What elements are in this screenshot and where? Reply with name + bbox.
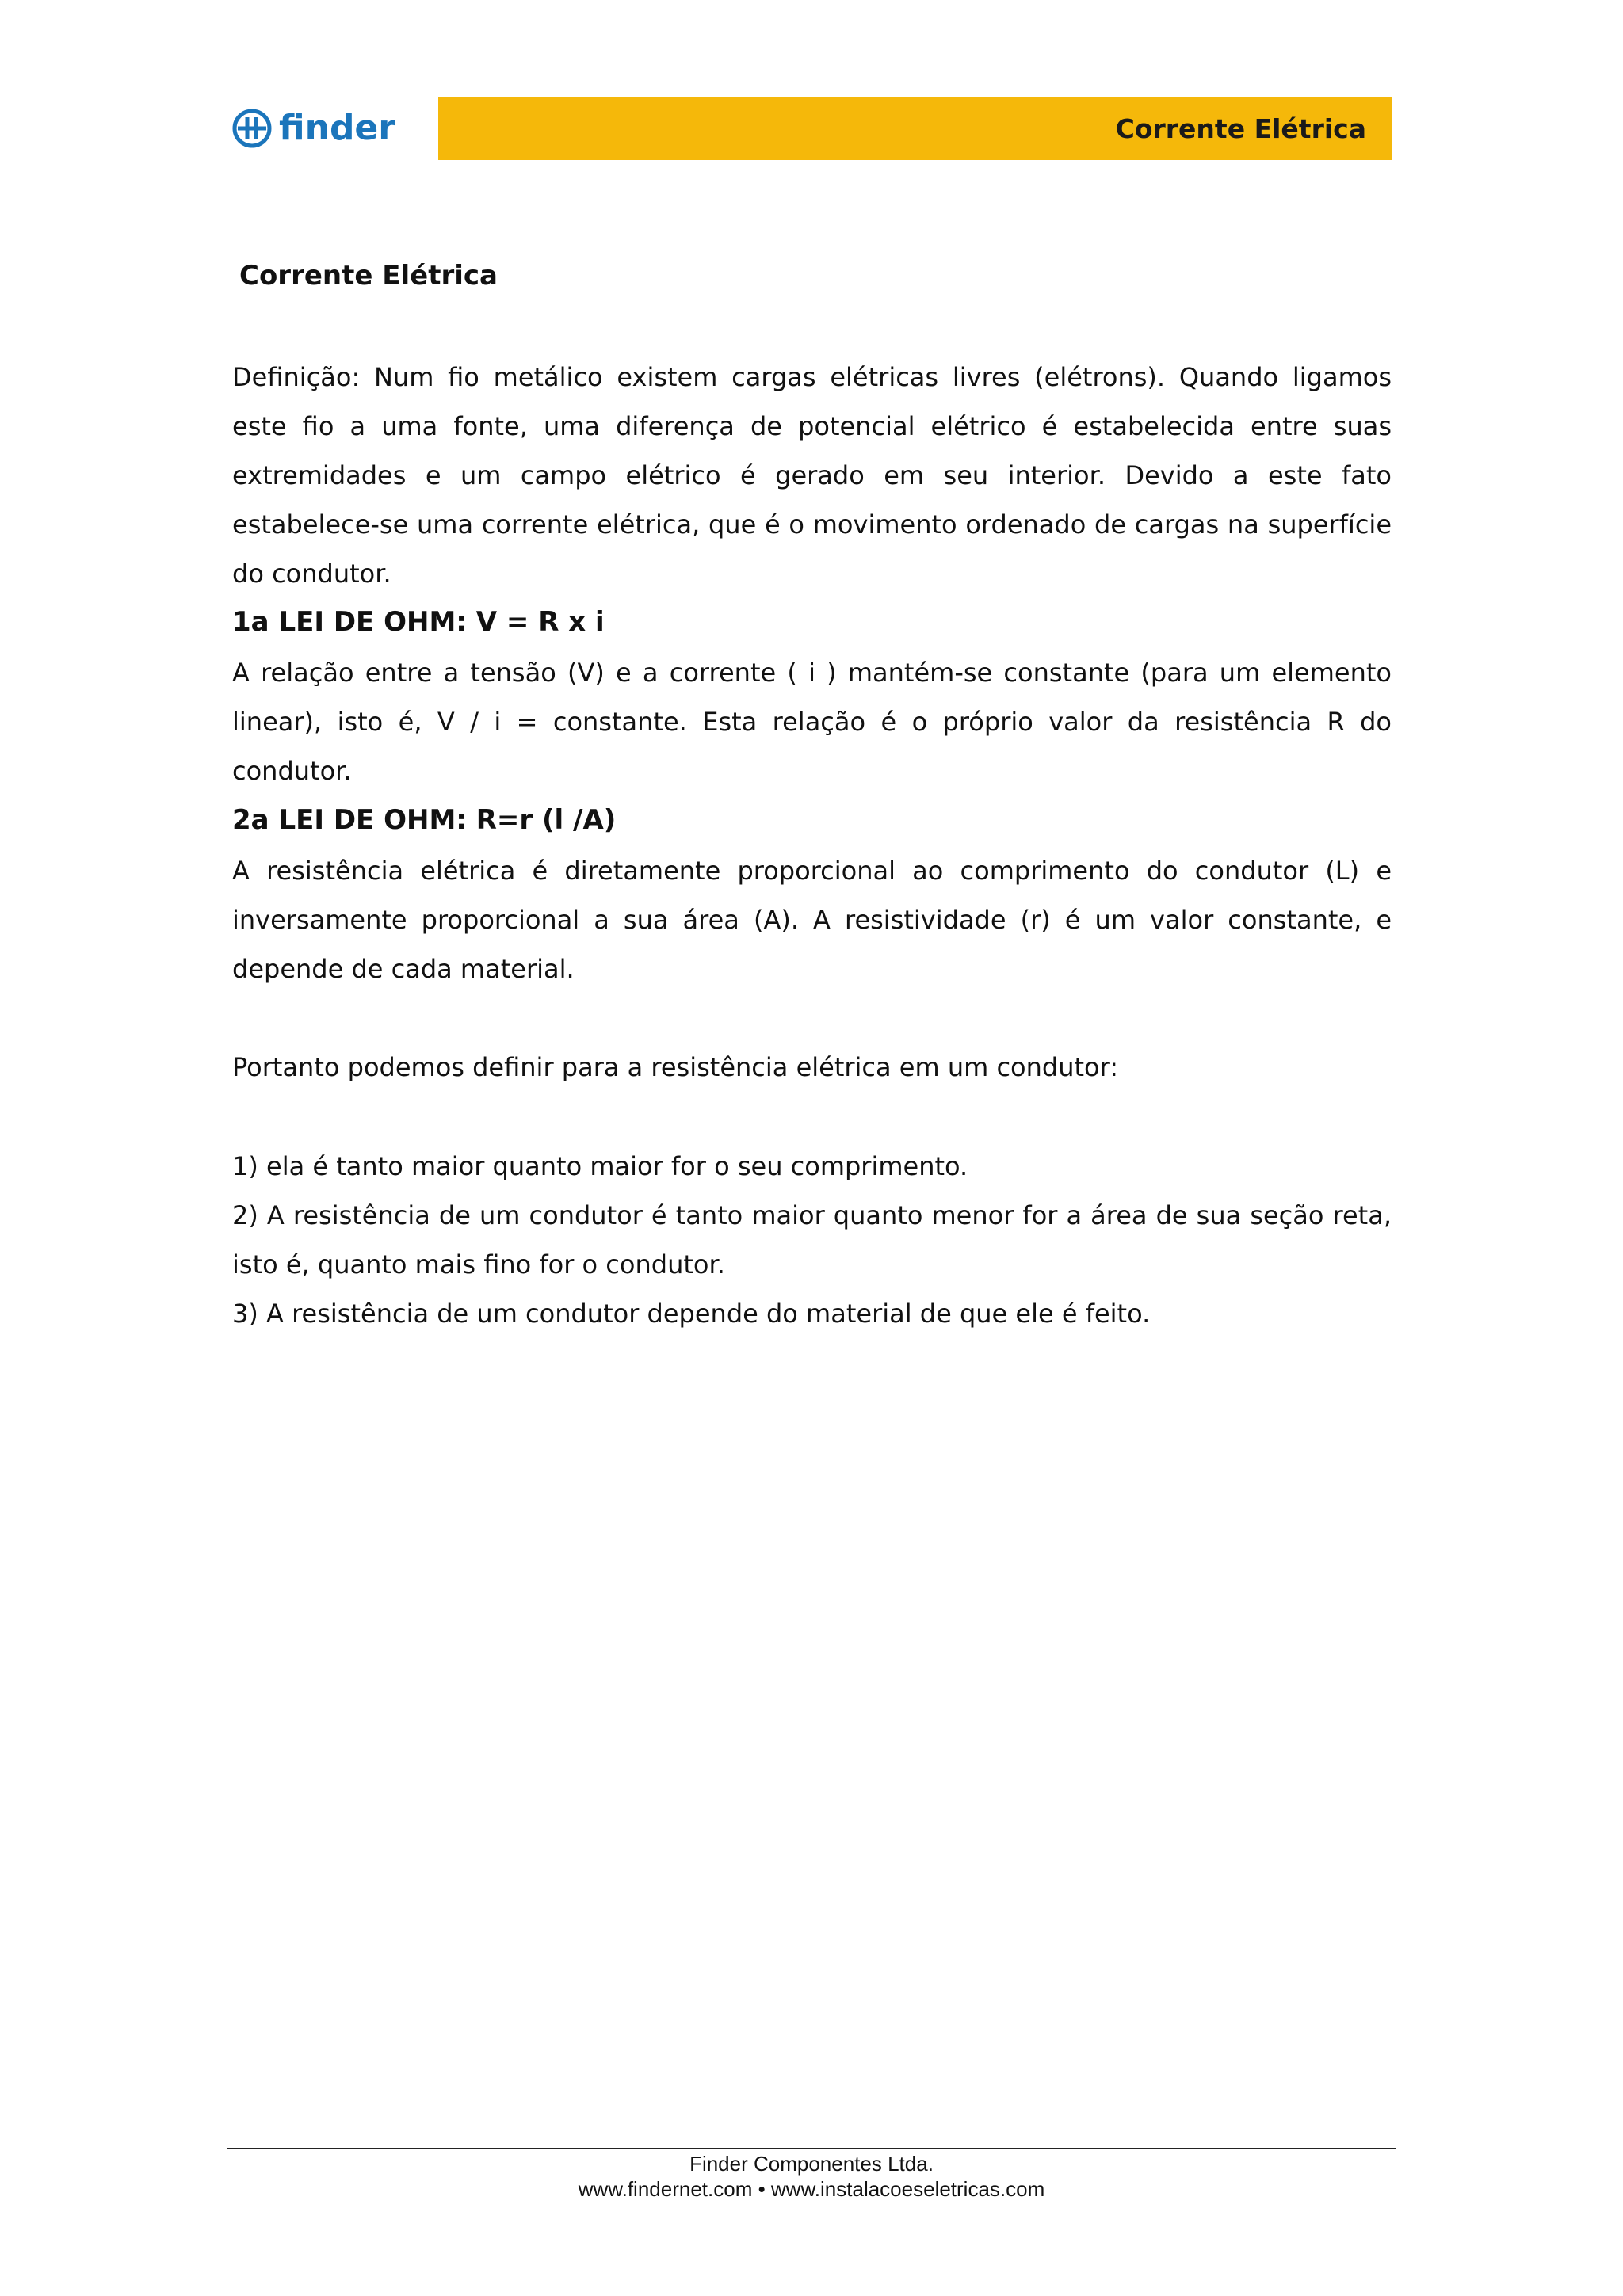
footer-company: Finder Componentes Ltda.	[689, 2152, 934, 2176]
law2-paragraph: A resistência elétrica é diretamente proporcional ao comprimento do condutor (L) e inversamente proporcional a sua área (A). A resistividade (r) é um valor constante, e depende de cada material.	[232, 856, 1392, 984]
finder-logo	[231, 106, 395, 151]
header-bar	[438, 97, 1392, 160]
document-title: Corrente Elétrica	[239, 260, 498, 292]
list-item-1: 1) ela é tanto maior quanto maior for o seu comprimento.	[232, 1151, 968, 1181]
header-section-title: Corrente Elétrica	[1115, 113, 1366, 144]
law2-heading: 2a LEI DE OHM: R=r (l /A)	[232, 804, 617, 836]
law1-heading: 1a LEI DE OHM: V = R x i	[232, 606, 605, 638]
footer-websites: www.findernet.com • www.instalacoeseletricas.com	[578, 2177, 1045, 2201]
list-item-3: 3) A resistência de um condutor depende do material de que ele é feito.	[232, 1299, 1151, 1329]
definition-paragraph: Definição: Num fio metálico existem cargas elétricas livres (elétrons). Quando ligamos este fio a uma fonte, uma diferença de potencial elétrico é estabelecida entre suas extremidades e um campo elétrico é gerado em seu interior. Devido a este fato estabelece-se uma corrente elétrica, que é o movimento ordenado de cargas na superfície do condutor.	[232, 362, 1392, 589]
footer-divider	[227, 2148, 1396, 2149]
logo-wordmark: finder	[279, 108, 395, 148]
law1-paragraph: A relação entre a tensão (V) e a corrente ( i ) mantém-se constante (para um elemento linear), isto é, V / i = constante. Esta relação é o próprio valor da resistência R do condutor.	[232, 658, 1392, 786]
finder-logo-icon	[231, 108, 273, 149]
list-item-2: 2) A resistência de um condutor é tanto maior quanto menor for a área de sua seção reta, isto é, quanto mais fino for o condutor.	[232, 1200, 1392, 1280]
summary-intro: Portanto podemos definir para a resistência elétrica em um condutor:	[232, 1052, 1118, 1082]
